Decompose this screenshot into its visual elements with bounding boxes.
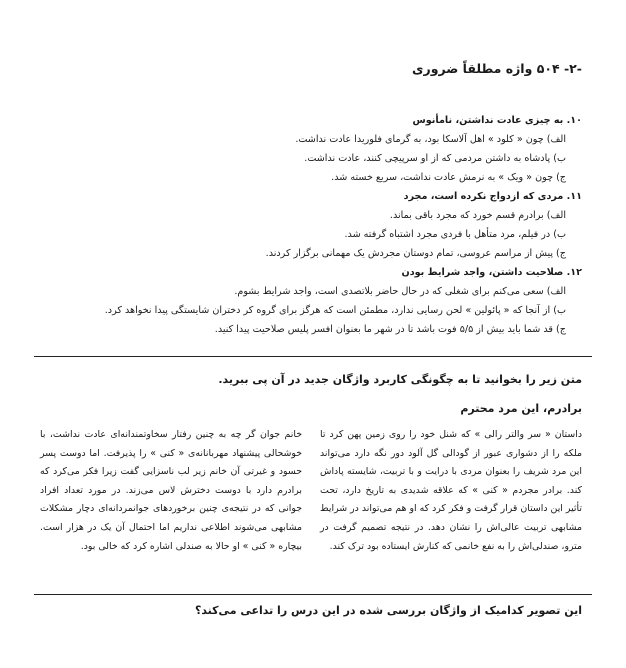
story-columns [40, 426, 582, 556]
review-question: این تصویر کدامیک از واژگان بررسی شده در این درس را تداعی می‌کند؟ [194, 604, 582, 617]
story-title: برادرم، این مرد محترم [460, 402, 582, 415]
vocabulary-entries [36, 111, 582, 339]
example-sentence: ب) در فیلم، مرد متأهل با فردی مجرد اشتباه گرفته شد. [344, 229, 566, 240]
example-sentence: ج) چون « ویک » به نرمش عادت نداشت، سریع خسته شد. [331, 172, 566, 183]
entry-heading: ۱۱. مردی که ازدواج نکرده است، مجرد [403, 191, 582, 202]
example-sentence: الف) چون « کلود » اهل آلاسکا بود، به گرمای فلوریدا عادت نداشت. [295, 134, 566, 145]
example-sentence: الف) برادرم قسم خورد که مجرد باقی بماند. [389, 210, 566, 221]
divider-line [34, 594, 592, 595]
story-paragraph: داستان « سر والتر رالی » که شنل خود را روی زمین پهن کرد تا ملکه را از دشواری عبور از گودالی گل آلود دور نگه دارد می‌تواند این مرد شریف را بعنوان مردی با درایت و با تربیت، شایسته پاداش کند. برادر مجردم « کنی » که علاقه شدیدی به تاریخ دارد، تحت تأثیر این داستان قرار گرفت و فکر کرد که او هم می‌تواند در شرایط مشابهی تربیت عالی‌اش را نشان دهد. در نتیجه تصمیم گرفت در مترو، صندلی‌اش را به نفع خانمی که کنارش ایستاده بود ترک کند. [320, 429, 582, 552]
example-sentence: ب) از آنجا که « پائولین » لحن رسایی ندارد، مطمئن است که هرگز برای گروه کر دختران شایستگی پیدا نخواهد کرد. [104, 305, 566, 316]
example-sentence: ج) پیش از مراسم عروسی، تمام دوستان مجردش یک مهمانی برگزار کردند. [265, 248, 566, 259]
story-paragraph: خانم جوان گر چه به چنین رفتار سخاوتمندانه‌ای عادت نداشت، با خوشحالی پیشنهاد مهربانانه‌ی « کنی » را پذیرفت. اما دوست پسر حسود و غیرتی آن خانم زیر لب ناسزایی گفت زیرا فکر می‌کرد که برادرم دارد با دوست دخترش لاس می‌زند. در مورد تعداد افراد جوانی که در نتیجه‌ی چنین برخوردهای جوانمردانه‌ای دچار مشکلات مشابهی می‌شوند اطلاعی نداریم اما احتمال آن یک در هزار است. بیچاره « کنی » او حالا به صندلی اشاره کرد که خالی بود. [40, 429, 302, 552]
page-header: -۲- ۵۰۴ واژه مطلقاً ضروری [412, 61, 582, 76]
example-sentence: الف) سعی می‌کنم برای شغلی که در حال حاضر بلاتصدی است، واجد شرایط بشوم. [234, 286, 566, 297]
reading-instruction: متن زیر را بخوانید تا به چگونگی کاربرد واژگان جدید در آن پی ببرید. [218, 373, 582, 386]
story-column-right [320, 426, 582, 556]
example-sentence: ب) پادشاه به داشتن مردمی که از او سرپیچی کنند، عادت نداشت. [304, 153, 566, 164]
example-sentence: ج) قد شما باید بیش از ۵/۵ فوت باشد تا در شهر ما بعنوان افسر پلیس صلاحیت پیدا کنید. [214, 324, 566, 335]
divider-line [34, 356, 592, 357]
story-column-left [40, 426, 302, 556]
entry-heading: ۱۲. صلاحیت داشتن، واجد شرایط بودن [401, 267, 582, 278]
entry-heading: ۱۰. به چیزی عادت نداشتن، نامأنوس [412, 115, 582, 126]
